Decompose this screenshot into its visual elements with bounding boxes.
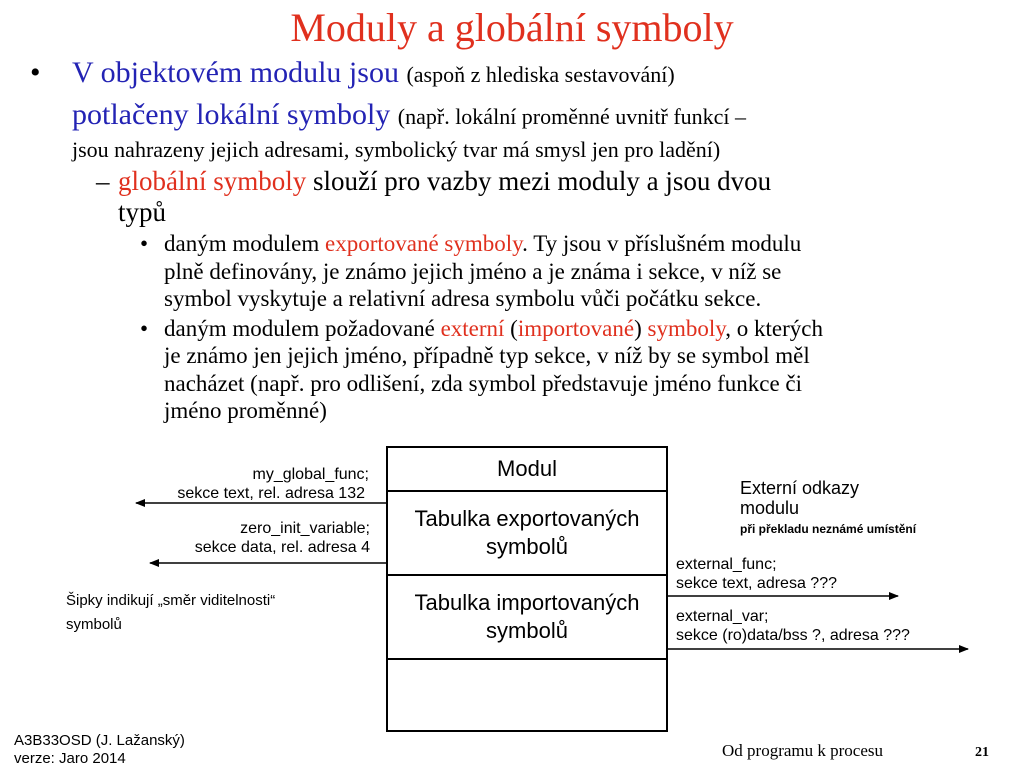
bullet2-line2: typů <box>118 197 167 227</box>
arrows-note-line1: Šipky indikují „směr viditelnosti“ <box>66 592 276 609</box>
bullet4-post: , o kterých <box>725 316 823 341</box>
exported-table-line1: Tabulka exportovaných <box>414 506 640 531</box>
bullet3-post: . Ty jsou v příslušném modulu <box>522 231 802 256</box>
label-my-global-func-line2: sekce text, rel. adresa 132 <box>177 485 365 502</box>
label-external-func-line2: sekce text, adresa ??? <box>676 575 837 592</box>
arrows-note-line2: symbolů <box>66 616 122 633</box>
bullet3-marker: • <box>140 231 149 256</box>
label-zero-init-line1: zero_init_variable; <box>240 520 370 537</box>
bullet4-marker: • <box>140 316 149 341</box>
bullet2-red: globální symboly <box>118 166 307 196</box>
bullet4-mid1: ( <box>504 316 518 341</box>
bullet1-line3: jsou nahrazeny jejich adresami, symbolický tvar má smysl jen pro ladění) <box>72 137 721 162</box>
exported-table-line2: symbolů <box>486 534 568 559</box>
footer-course-line1: A3B33OSD (J. Lažanský) <box>14 732 185 749</box>
slide-title: Moduly a globální symboly <box>290 5 734 50</box>
bullet1-part2: potlačeny lokální symboly <box>72 98 391 131</box>
bullet1-part1: V objektovém modulu jsou <box>72 56 399 89</box>
imported-table-line2: symbolů <box>486 618 568 643</box>
label-external-var-line2: sekce (ro)data/bss ?, adresa ??? <box>676 627 910 644</box>
bullet4-red1: externí <box>440 316 505 341</box>
label-my-global-func-line1: my_global_func; <box>252 466 369 483</box>
bullet3-line3: symbol vyskytuje a relativní adresa symbolu vůči počátku sekce. <box>164 286 762 311</box>
bullet1-part1-note: (aspoň z hlediska sestavování) <box>406 62 675 87</box>
ext-refs-note: při překladu neznámé umístění <box>740 522 917 536</box>
bullet4-line2: je známo jen jejich jméno, případně typ sekce, v níž by se symbol měl <box>164 343 810 368</box>
bullet2-marker: – <box>96 166 110 196</box>
label-external-var-line1: external_var; <box>676 608 769 625</box>
bullet4-red2: importované <box>517 316 635 341</box>
bullet4-red3: symboly <box>647 316 726 341</box>
imported-table-line1: Tabulka importovaných <box>414 590 640 615</box>
ext-refs-line1: Externí odkazy <box>740 478 860 498</box>
bullet4-line4: jméno proměnné) <box>164 398 327 423</box>
bullet4-pre: daným modulem požadované <box>164 316 441 341</box>
bullet4-line3: nacházet (např. pro odlišení, zda symbol představuje jméno funkce či <box>164 371 803 396</box>
bullet3-pre: daným modulem <box>164 231 325 256</box>
bullet3-line2: plně definovány, je známo jejich jméno a je známa i sekce, v níž se <box>164 259 782 284</box>
bullet4-mid2: ) <box>634 316 648 341</box>
ext-refs-line2: modulu <box>740 498 800 518</box>
footer-course-line2: verze: Jaro 2014 <box>14 750 126 767</box>
footer-topic: Od programu k procesu <box>722 741 883 760</box>
bullet2-rest1: slouží pro vazby mezi moduly a jsou dvou <box>306 166 772 196</box>
slide-number: 21 <box>975 745 989 760</box>
bullet1-marker: • <box>30 56 41 89</box>
bullet1-part2-note: (např. lokální proměnné uvnitř funkcí – <box>397 104 747 129</box>
label-external-func-line1: external_func; <box>676 556 777 573</box>
bullet3-red: exportované symboly <box>324 231 523 256</box>
label-zero-init-line2: sekce data, rel. adresa 4 <box>194 539 370 556</box>
module-header: Modul <box>497 456 557 481</box>
